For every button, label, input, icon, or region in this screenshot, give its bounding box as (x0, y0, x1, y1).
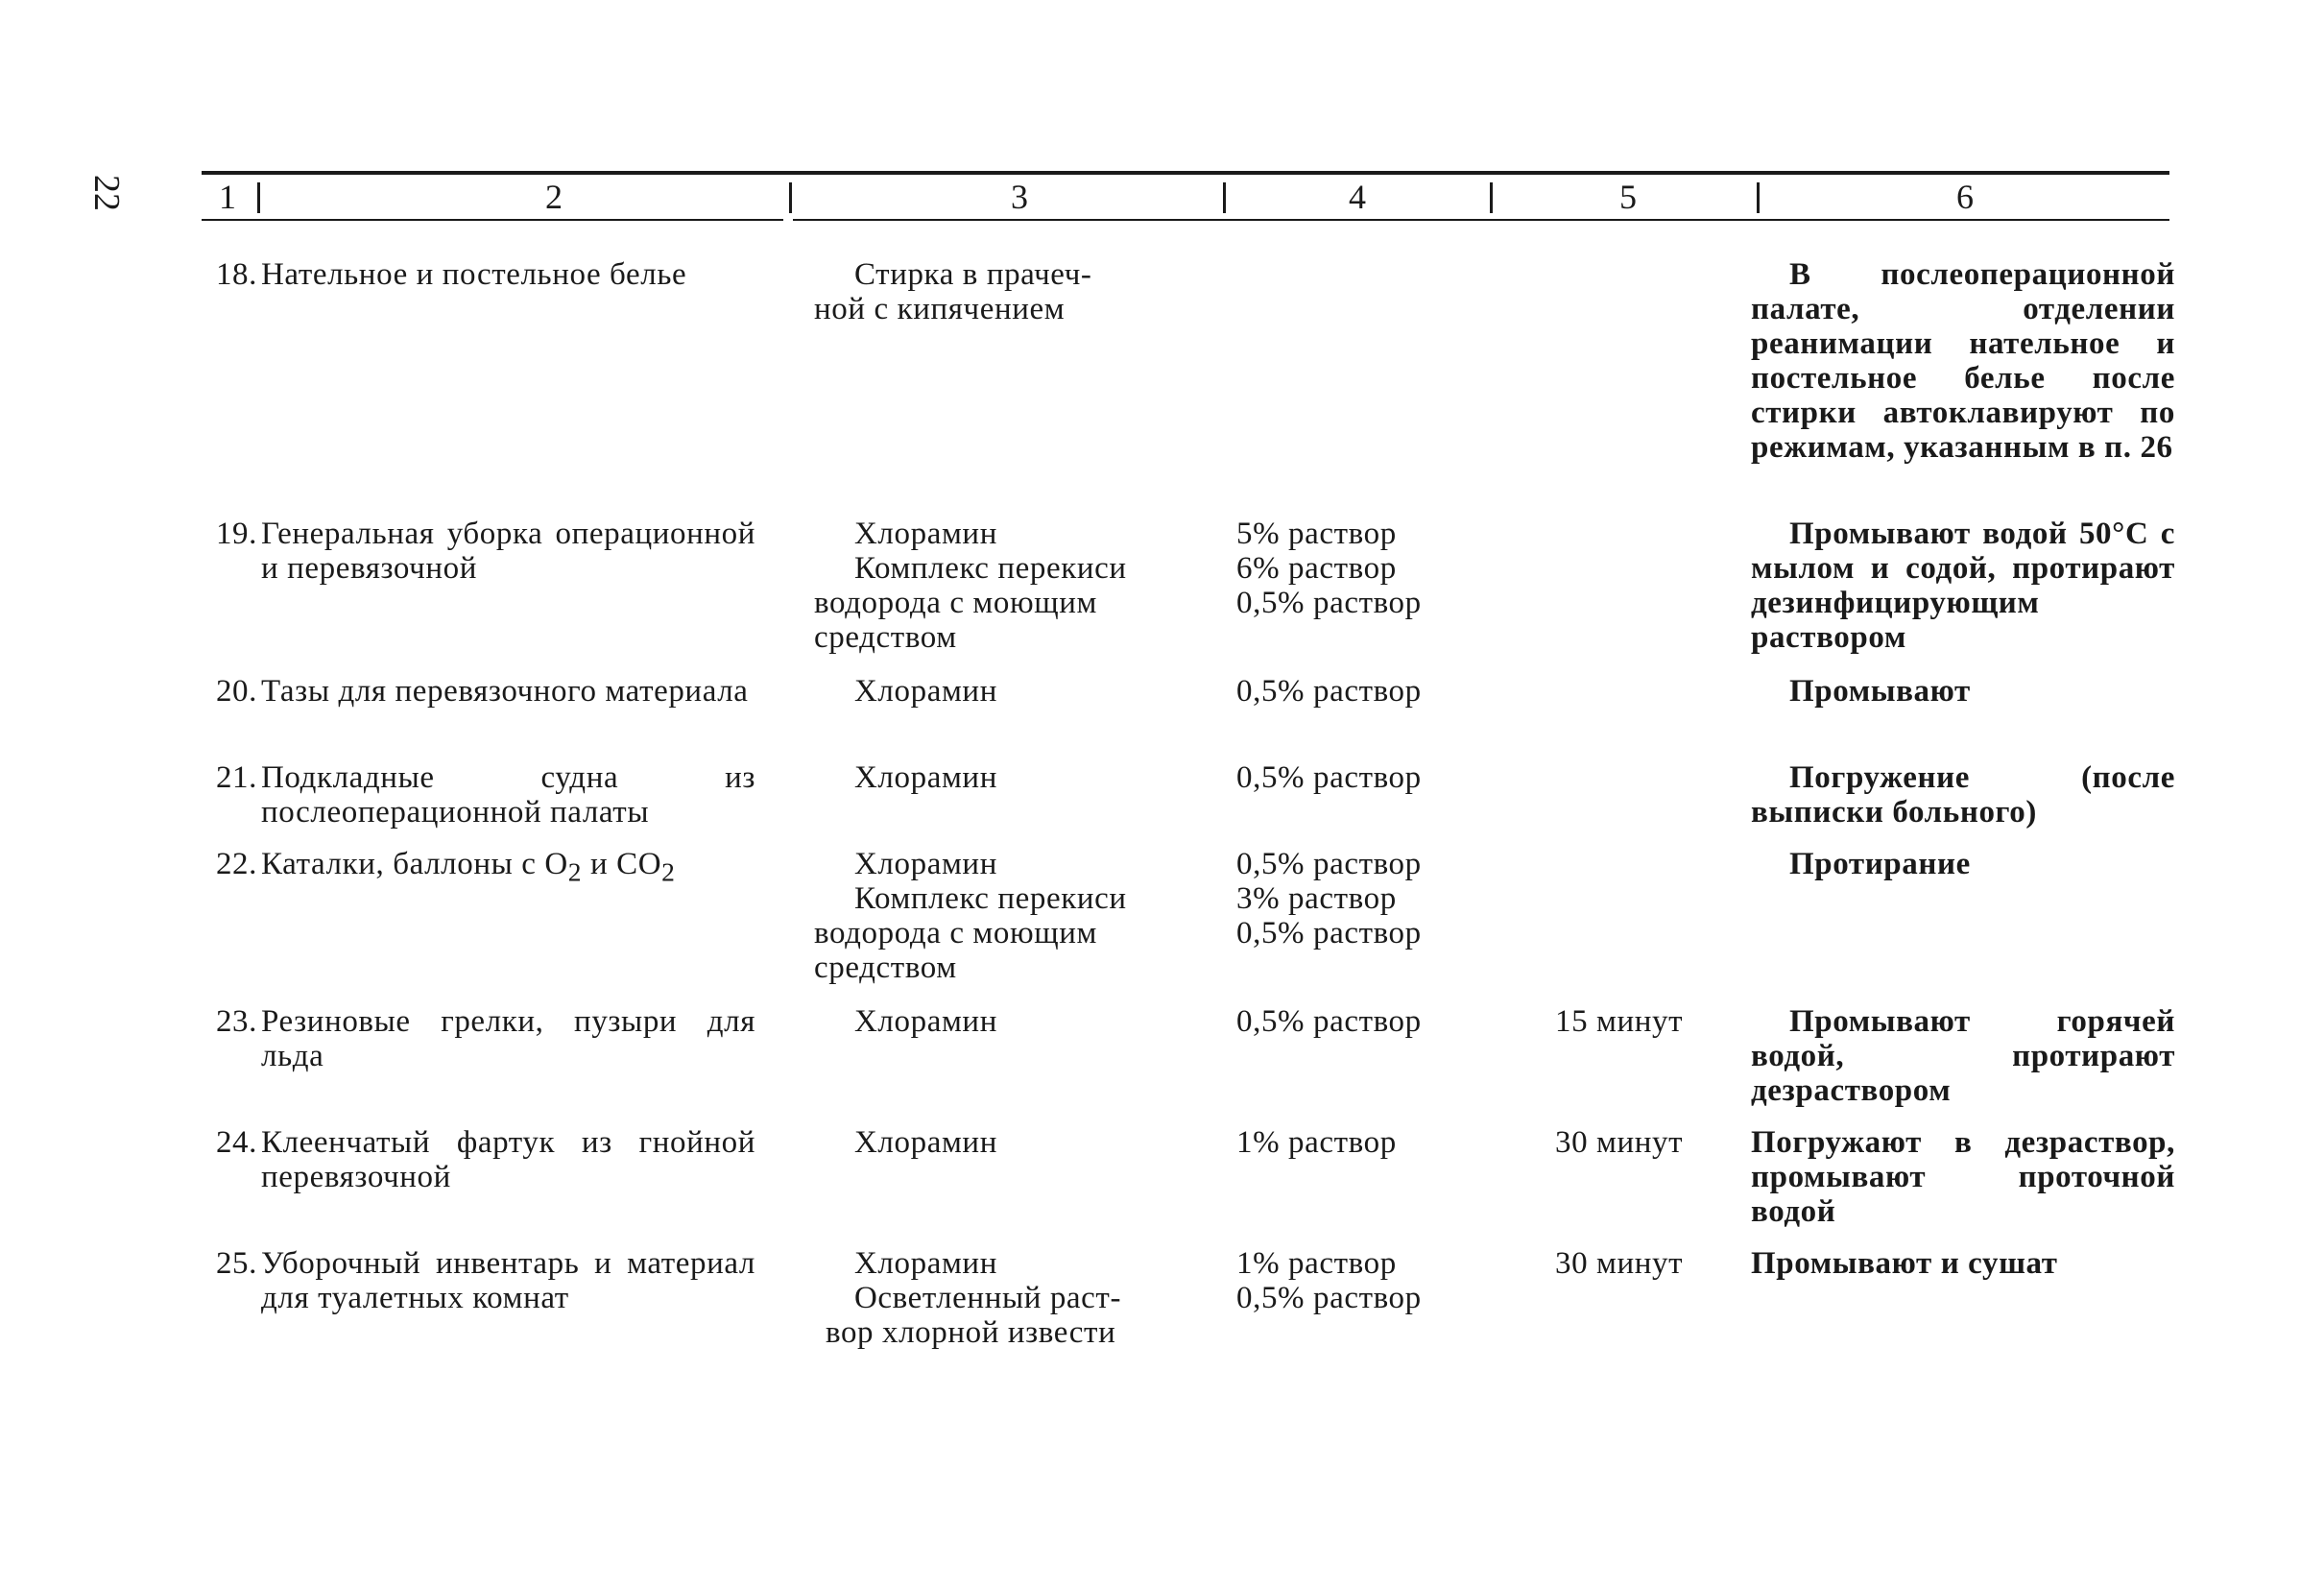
header-separator (257, 182, 260, 213)
row-agent (814, 257, 1171, 326)
concentration-line: 1% раствор (1236, 1125, 1397, 1160)
row-number: 21. (215, 760, 257, 795)
row-concentration (1236, 760, 1524, 795)
row-item: Подкладные судна из послеоперационной палаты (261, 760, 755, 830)
agent-line: Стирка в прачеч- (854, 257, 1092, 292)
row-number: 25. (215, 1246, 257, 1281)
agent-line: Хлорамин (854, 674, 997, 709)
concentration-line: 0,5% раствор (1236, 1281, 1422, 1315)
agent-line: Комплекс перекиси (854, 551, 1127, 586)
header-bottom-rule (202, 219, 783, 221)
item-text: и CO (582, 847, 662, 881)
row-agent (814, 1125, 1171, 1160)
concentration-line: 6% раствор (1236, 551, 1397, 586)
row-number: 18. (215, 257, 257, 292)
agent-line: Осветленный раст- (854, 1281, 1122, 1315)
row-item (261, 847, 755, 890)
agent-line: Хлорамин (854, 847, 997, 881)
row-concentration (1236, 517, 1524, 620)
agent-line: Хлорамин (854, 1246, 997, 1281)
agent-line: ной с кипячением (814, 292, 1066, 326)
agent-line: средством (814, 950, 957, 985)
header-bottom-rule (793, 219, 2169, 221)
concentration-line: 0,5% раствор (1236, 847, 1422, 881)
header-col-1: 1 (219, 178, 236, 216)
agent-line: водорода с моющим (814, 916, 1098, 950)
header-separator (789, 182, 792, 213)
header-col-4: 4 (1349, 178, 1366, 216)
row-item: Тазы для перевязочного материала (261, 674, 749, 709)
row-note: Погружение (после выписки больного) (1751, 760, 2175, 830)
row-number: 22. (215, 847, 257, 881)
row-item: Резиновые грелки, пузыри для льда (261, 1004, 755, 1073)
agent-line: Хлорамин (854, 760, 997, 795)
concentration-line: 1% раствор (1236, 1246, 1397, 1281)
row-time: 30 минут (1555, 1125, 1684, 1160)
agent-line: Хлорамин (854, 517, 997, 551)
concentration-line: 3% раствор (1236, 881, 1397, 916)
row-concentration (1236, 1246, 1524, 1315)
concentration-line: 5% раствор (1236, 517, 1397, 551)
row-agent (814, 847, 1171, 985)
agent-line: средством (814, 620, 957, 655)
row-item: Генеральная уборка операционной и перевязочной (261, 517, 755, 586)
row-agent (814, 760, 1171, 795)
table-top-rule (202, 171, 2169, 175)
agent-line: водорода с моющим (814, 586, 1098, 620)
header-col-2: 2 (545, 178, 563, 216)
concentration-line: 0,5% раствор (1236, 760, 1422, 795)
row-agent (814, 517, 1171, 655)
row-note: Протирание (1789, 847, 1971, 881)
row-number: 24. (215, 1125, 257, 1160)
row-number: 20. (215, 674, 257, 709)
row-agent (814, 674, 1171, 709)
row-item: Клеенчатый фартук из гнойной перевязочной (261, 1125, 755, 1194)
row-note: Промывают водой 50°С с мылом и содой, протирают дезинфицирующим раствором (1751, 517, 2175, 655)
row-note: Промывают и сушат (1751, 1246, 2058, 1281)
row-concentration (1236, 674, 1524, 709)
row-concentration (1236, 1004, 1524, 1039)
row-time: 15 минут (1555, 1004, 1684, 1039)
header-separator (1757, 182, 1760, 213)
item-text: Каталки, баллоны с O (261, 847, 568, 881)
header-col-6: 6 (1956, 178, 1974, 216)
header-separator (1490, 182, 1493, 213)
row-note: В послеоперационной палате, отделении реанимации нательное и постельное белье после стирки автоклавируют по режимам, указанным в п. 26 (1751, 257, 2175, 465)
concentration-line: 0,5% раствор (1236, 1004, 1422, 1039)
table-header (202, 179, 2169, 215)
row-agent (814, 1246, 1171, 1350)
header-col-3: 3 (1011, 178, 1028, 216)
row-agent (814, 1004, 1171, 1039)
concentration-line: 0,5% раствор (1236, 674, 1422, 709)
agent-line: вор хлорной извести (826, 1315, 1116, 1350)
header-separator (1223, 182, 1226, 213)
agent-line: Хлорамин (854, 1004, 997, 1039)
agent-line: Хлорамин (854, 1125, 997, 1160)
row-concentration (1236, 847, 1524, 950)
row-item: Уборочный инвентарь и материал для туалетных комнат (261, 1246, 755, 1315)
subscript: 2 (567, 856, 583, 887)
row-number: 19. (215, 517, 257, 551)
row-number: 23. (215, 1004, 257, 1039)
row-concentration (1236, 1125, 1524, 1160)
page-number: 22 (86, 175, 127, 211)
concentration-line: 0,5% раствор (1236, 916, 1422, 950)
concentration-line: 0,5% раствор (1236, 586, 1422, 620)
agent-line: Комплекс перекиси (854, 881, 1127, 916)
row-time: 30 минут (1555, 1246, 1684, 1281)
row-note: Промывают (1789, 674, 1971, 709)
row-note: Промывают горячей водой, протирают дезраствором (1751, 1004, 2175, 1108)
row-note: Погружают в дезраствор, промывают проточной водой (1751, 1125, 2175, 1229)
subscript: 2 (661, 856, 676, 887)
header-col-5: 5 (1619, 178, 1637, 216)
row-item: Нательное и постельное белье (261, 257, 687, 292)
